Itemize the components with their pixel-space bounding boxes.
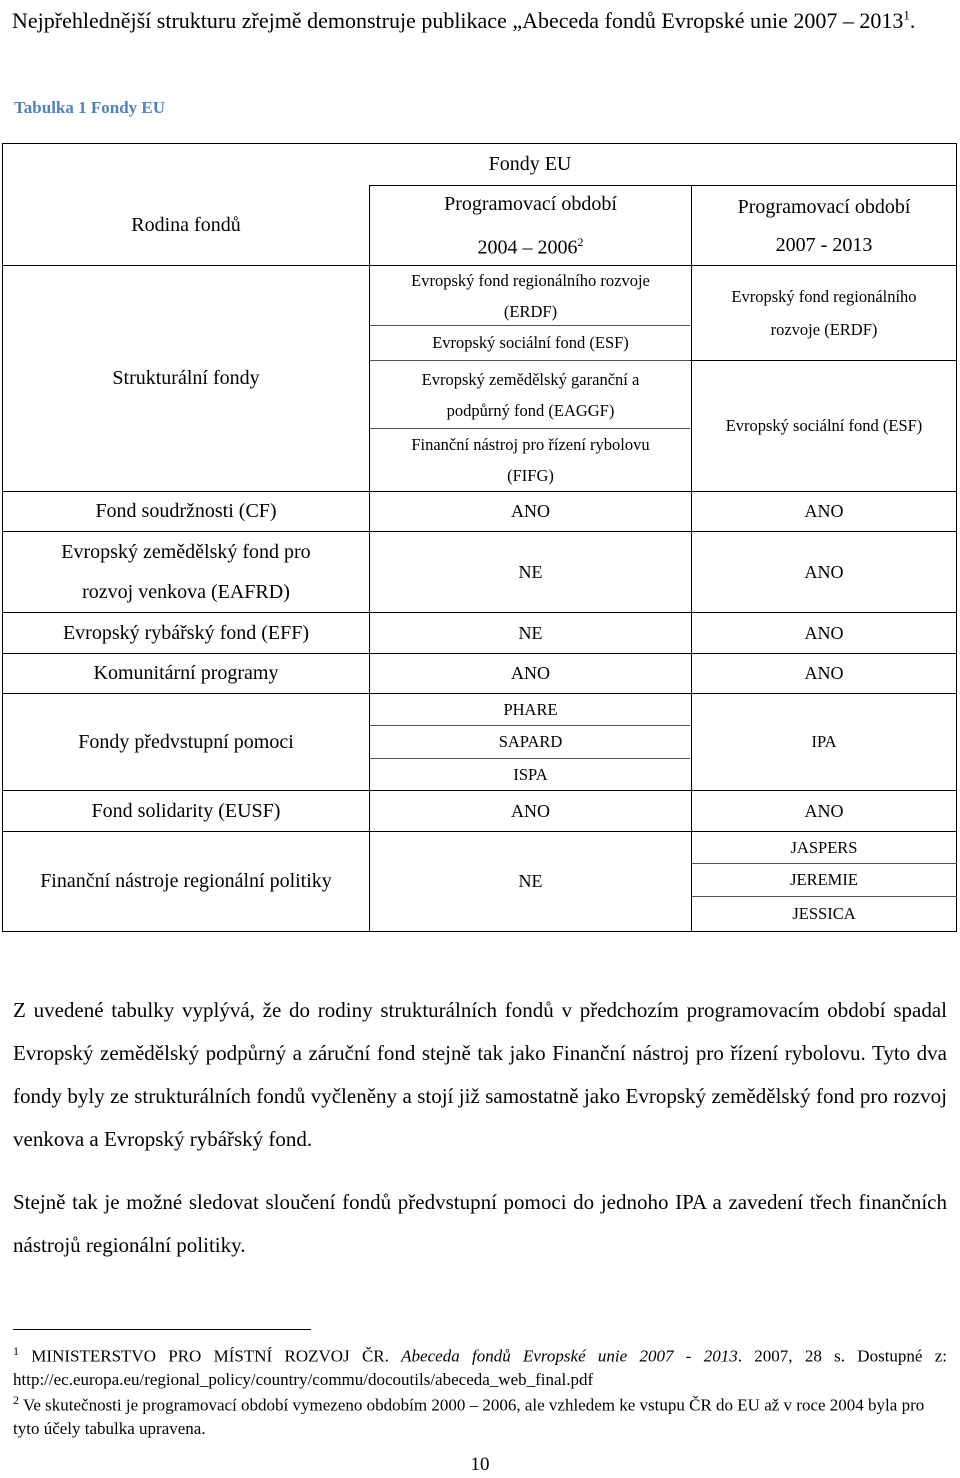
structural-2007-esf: Evropský sociální fond (ESF) xyxy=(725,416,923,435)
financial-label: Finanční nástroje regionální politiky xyxy=(40,870,332,892)
solidarity-2007: ANO xyxy=(804,800,844,821)
financial-jessica: JESSICA xyxy=(792,904,856,923)
page-number: 10 xyxy=(470,1454,490,1475)
preaccession-ispa: ISPA xyxy=(513,764,548,784)
structural-label: Strukturální fondy xyxy=(112,367,260,389)
intro-text: Nejpřehlednější strukturu zřejmě demonstruje publikace „Abeceda fondů Evropské unie 2007 – 2013$^1$. xyxy=(12,7,916,33)
row-community-label: Komunitární programy xyxy=(93,662,279,684)
header-rodina: Rodina fondů xyxy=(131,214,241,236)
structural-2004-esf: Evropský sociální fond (ESF) xyxy=(432,333,629,352)
paragraph-2: Stejně tak je možné sledovat sloučení fondů předvstupní pomoci do jednoho IPA a zavedení třech finančních nástrojů regionální politiky. xyxy=(13,1190,947,1257)
preaccession-sapard: SAPARD xyxy=(498,732,563,751)
preaccession-ipa: IPA xyxy=(811,732,837,751)
footnote-1: $^1$ MINISTERSTVO PRO MÍSTNÍ ROZVOJ ČR. Abeceda fondů Evropské unie 2007 - 2013. 2007, 28 s. Dostupné z: http://ec.europa.eu/regional_policy/country/commu/docoutils/abeceda_web_final.pdf xyxy=(13,1344,948,1389)
solidarity-2004: ANO xyxy=(511,800,550,821)
financial-jaspers: JASPERS xyxy=(790,837,858,857)
financial-2004: NE xyxy=(518,871,543,891)
row-cf-label: Fond soudržnosti (CF) xyxy=(95,500,277,522)
footnote-ref-1: 1 xyxy=(903,7,910,23)
preaccession-label: Fondy předvstupní pomoci xyxy=(78,730,294,753)
row-eff-2004: NE xyxy=(518,622,543,643)
financial-jeremie: JEREMIE xyxy=(790,870,858,889)
row-eff-label: Evropský rybářský fond (EFF) xyxy=(62,621,310,644)
footnote-separator xyxy=(13,1329,311,1330)
row-eafrd-2007: ANO xyxy=(804,561,844,582)
structural-2007-erdf: Evropský fond regionálního rozvoje (ERDF) xyxy=(731,287,917,339)
row-cf-2007: ANO xyxy=(804,501,844,521)
footnote-2: $^2$ Ve skutečnosti je programovací období vymezeno obdobím 2000 – 2006, ale vzhledem ke vstupu ČR do EU až v roce 2004 byla pro tyto účely tabulka upravena. xyxy=(13,1393,925,1438)
header-fondy-eu: Fondy EU xyxy=(488,153,572,175)
row-eff-2007: ANO xyxy=(804,622,844,643)
structural-2004-eaggf: Evropský zemědělský garanční a podpůrný fond (EAGGF) xyxy=(421,369,640,420)
table-caption: Tabulka 1 Fondy EU xyxy=(14,98,166,117)
header-period-2004: Programovací období 2004 – 2006$^2$ xyxy=(444,192,617,259)
solidarity-label: Fond solidarity (EUSF) xyxy=(91,799,281,822)
structural-2004-erdf: Evropský fond regionálního rozvoje (ERDF) xyxy=(411,270,650,321)
row-community-2004: ANO xyxy=(511,663,550,683)
paragraph-1: Z uvedené tabulky vyplývá, že do rodiny strukturálních fondů v předchozím programovacím období spadal Evropský zemědělský podpůrný a záruční fond stejně tak jako Finanční nástroj pro řízení rybolovu. Tyto dva fondy byly ze strukturálních fondů vyčleněny a stojí již samostatně jako Evropský zemědělský fond pro rozvoj venkova a Evropský rybářský fond. xyxy=(13,998,947,1151)
row-community-2007: ANO xyxy=(804,663,844,683)
row-cf-2004: ANO xyxy=(511,501,550,521)
preaccession-phare: PHARE xyxy=(503,699,558,719)
row-eafrd-2004: NE xyxy=(518,561,543,582)
row-eafrd-label: Evropský zemědělský fond pro rozvoj venkova (EAFRD) xyxy=(61,541,311,603)
structural-2004-fifg: Finanční nástroj pro řízení rybolovu (FIFG) xyxy=(411,435,650,485)
header-period-2007: Programovací období 2007 - 2013 xyxy=(737,195,911,256)
